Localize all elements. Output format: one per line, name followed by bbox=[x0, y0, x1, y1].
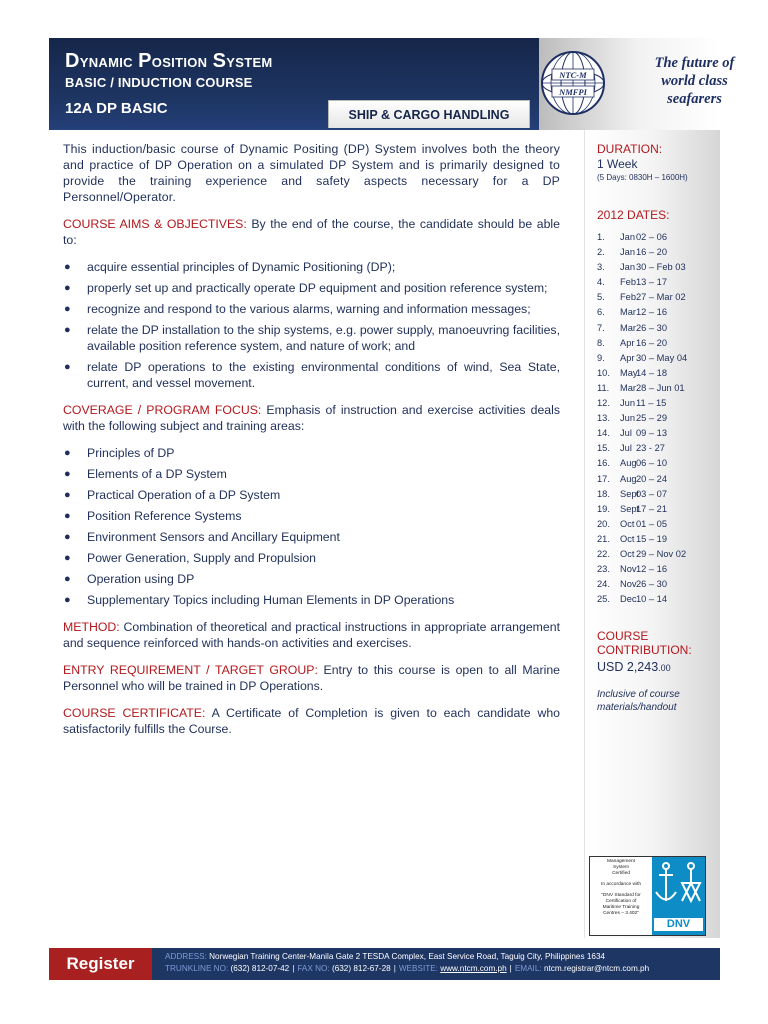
dnv-certification-badge bbox=[589, 856, 706, 936]
date-row: 21. Oct 15 – 19 bbox=[597, 533, 668, 544]
website-link[interactable]: www.ntcm.com.ph bbox=[440, 964, 507, 973]
list-item: ● properly set up and practically operate DP equipment and position reference system; bbox=[64, 281, 548, 295]
course-code: 12A DP BASIC bbox=[65, 100, 168, 117]
date-row: 9. Apr 30 – May 04 bbox=[597, 352, 688, 363]
footer-address: ADDRESS: Norwegian Training Center-Manila Gate 2 TESDA Complex, East Service Road, Taguig City, Philippines 1634 bbox=[165, 952, 606, 961]
email-link[interactable]: ntcm.registrar@ntcm.com.ph bbox=[541, 964, 650, 973]
list-item: ● Power Generation, Supply and Propulsion bbox=[64, 551, 316, 565]
date-row: 20. Oct 01 – 05 bbox=[597, 518, 668, 529]
date-row: 6. Mar 12 – 16 bbox=[597, 307, 668, 318]
logo-top-text: NTC-M bbox=[559, 70, 587, 80]
date-row: 13. Jun 25 – 29 bbox=[597, 413, 668, 424]
date-row: 16. Aug 06 – 10 bbox=[597, 458, 668, 469]
certificate-paragraph: COURSE CERTIFICATE: A Certificate of Completion is given to each candidate who satisfactorily fulfills the Course. bbox=[63, 706, 560, 736]
date-row: 24. Nov 26 – 30 bbox=[597, 579, 668, 590]
intro-paragraph: This induction/basic course of Dynamic Positing (DP) System involves both the theory and practice of DP Operation on a simulated DP System and is primarily designed to provide the training experience and safety aspects necessary for a DP Personnel/Operator. bbox=[63, 142, 560, 204]
contribution-note: Inclusive of course materials/handout bbox=[597, 689, 680, 713]
header-dark-panel bbox=[49, 38, 539, 130]
date-row: 2. Jan 16 – 20 bbox=[597, 247, 668, 258]
header-banner bbox=[49, 38, 735, 130]
date-row: 17. Aug 20 – 24 bbox=[597, 473, 668, 484]
list-item: ● acquire essential principles of Dynamic Positioning (DP); bbox=[64, 260, 396, 274]
date-row: 1. Jan 02 – 06 bbox=[597, 232, 668, 242]
date-row: 15. Jul 23 - 27 bbox=[597, 443, 665, 454]
aims-paragraph: COURSE AIMS & OBJECTIVES: By the end of the course, the candidate should be able to: bbox=[63, 217, 560, 247]
list-item: ● relate the DP installation to the ship systems, e.g. power supply, manoeuvring facilities, available position reference system, and nature of work; and bbox=[64, 323, 560, 353]
list-item: ● Principles of DP bbox=[64, 446, 175, 460]
date-row: 18. Sept 03 – 07 bbox=[597, 488, 668, 499]
list-item: ● relate DP operations to the existing environmental conditions of wind, Sea State, current, and vessel movement. bbox=[64, 360, 560, 390]
dnv-wordmark: DNV bbox=[654, 918, 703, 931]
date-row: 10. May 14 – 18 bbox=[597, 367, 668, 378]
date-row: 25. Dec 10 – 14 bbox=[597, 594, 668, 605]
footer-contact-bar bbox=[49, 948, 720, 980]
list-item: ● Position Reference Systems bbox=[64, 509, 242, 523]
aims-list bbox=[63, 259, 560, 391]
date-row: 11. Mar 28 – Jun 01 bbox=[597, 382, 685, 393]
list-item: ● Elements of a DP System bbox=[64, 467, 227, 481]
date-row: 5. Feb 27 – Mar 02 bbox=[597, 292, 686, 303]
entry-paragraph: ENTRY REQUIREMENT / TARGET GROUP: Entry to this course is open to all Marine Personnel who will be trained in DP Operations. bbox=[63, 663, 560, 693]
tagline: The future of world class seafarers bbox=[654, 55, 735, 107]
list-item: ● recognize and respond to the various alarms, warning and information messages; bbox=[64, 302, 531, 316]
logo-bottom-text: NMFPI bbox=[559, 87, 587, 97]
contribution-value: USD 2,243.00 bbox=[597, 660, 671, 674]
course-subtitle: BASIC / INDUCTION COURSE bbox=[65, 75, 253, 90]
globe-logo-icon bbox=[540, 50, 606, 116]
date-row: 12. Jun 11 – 15 bbox=[597, 398, 667, 409]
course-description bbox=[63, 141, 560, 748]
method-paragraph: METHOD: Combination of theoretical and practical instructions in appropriate arrangement and sequence reinforced with hands-on activities and exercises. bbox=[63, 620, 560, 650]
course-info-sidebar bbox=[584, 130, 720, 938]
course-title: Dynamic Position System bbox=[65, 50, 273, 72]
list-item: ● Practical Operation of a DP System bbox=[64, 488, 281, 502]
date-row: 7. Mar 26 – 30 bbox=[597, 322, 668, 333]
date-row: 14. Jul 09 – 13 bbox=[597, 428, 668, 439]
footer-contacts: TRUNKLINE NO: (632) 812-07-42 | FAX NO: (632) 812-67-28 | WEBSITE: www.ntcm.com.ph | EMAIL: ntcm.registrar@ntcm.com.ph bbox=[165, 964, 650, 973]
coverage-list bbox=[63, 445, 560, 608]
date-row: 23. Nov 12 – 16 bbox=[597, 564, 668, 575]
badge-text: Management System Certified In accordance with "DNV Standard for Certification of Maritime Training Centres – 3.402" bbox=[601, 859, 641, 916]
date-row: 8. Apr 16 – 20 bbox=[597, 337, 668, 348]
list-item: ● Supplementary Topics including Human Elements in DP Operations bbox=[64, 593, 455, 607]
contribution-label: COURSE CONTRIBUTION: bbox=[597, 629, 692, 657]
date-row: 3. Jan 30 – Feb 03 bbox=[597, 262, 686, 273]
list-item: ● Environment Sensors and Ancillary Equipment bbox=[64, 530, 340, 544]
dates-label: 2012 DATES: bbox=[597, 208, 670, 222]
list-item: ● Operation using DP bbox=[64, 572, 195, 586]
date-row: 22. Oct 29 – Nov 02 bbox=[597, 548, 687, 559]
schedule-dates-list bbox=[597, 230, 717, 607]
register-button[interactable]: Register bbox=[49, 948, 152, 980]
duration-value: 1 Week bbox=[597, 157, 638, 171]
date-row: 4. Feb 13 – 17 bbox=[597, 277, 668, 288]
duration-detail: (5 Days: 0830H – 1600H) bbox=[597, 173, 688, 182]
department-tab: SHIP & CARGO HANDLING bbox=[328, 100, 530, 128]
coverage-paragraph: COVERAGE / PROGRAM FOCUS: Emphasis of instruction and exercise activities deals with the following subject and training areas: bbox=[63, 403, 561, 433]
duration-label: DURATION: bbox=[597, 142, 663, 156]
anchor-logo-icon bbox=[652, 857, 705, 935]
date-row: 19. Sept 17 – 21 bbox=[597, 503, 668, 514]
